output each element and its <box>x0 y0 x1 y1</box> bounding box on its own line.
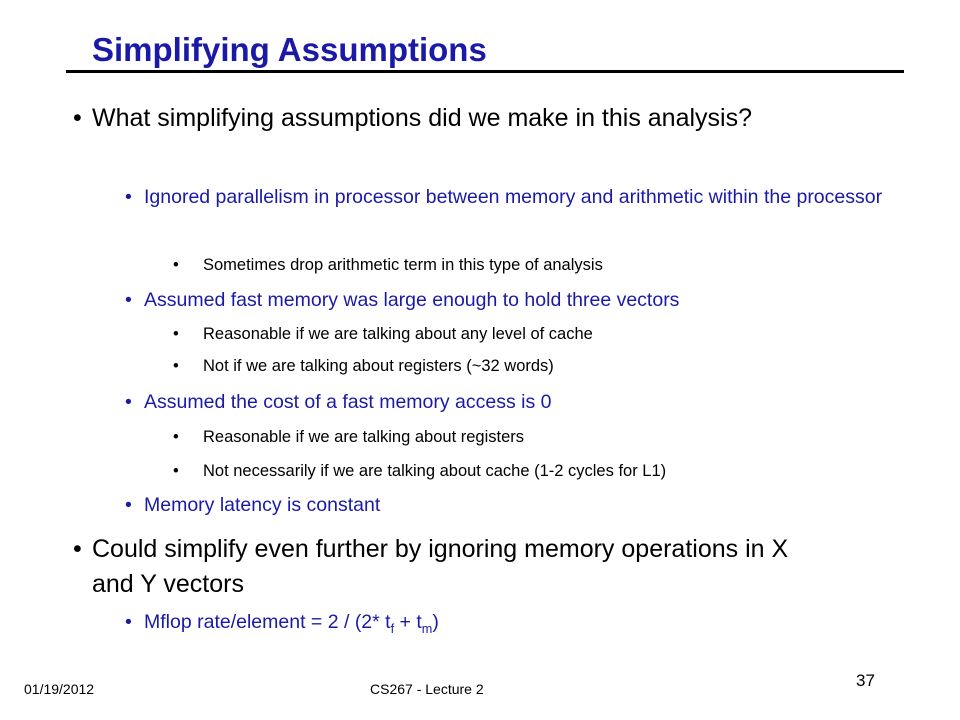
bullet-text: Could simplify even further by ignoring memory operations in X and Y vectors <box>92 535 789 598</box>
bullet-text: Ignored parallelism in processor between memory and arithmetic within the processor <box>144 186 883 208</box>
formula-prefix: Mflop rate/element = 2 / (2* t <box>144 611 391 633</box>
bullet-level1 <box>73 101 833 136</box>
formula-subscript-m: m <box>421 621 433 636</box>
bullet-dot: • <box>125 186 132 208</box>
formula-suffix: ) <box>432 611 439 633</box>
footer-date: 01/19/2012 <box>24 681 95 697</box>
bullet-level2 <box>125 184 885 210</box>
bullet-level3 <box>173 323 893 345</box>
bullet-dot: • <box>125 494 132 516</box>
bullet-level2 <box>125 492 885 518</box>
bullet-level3 <box>173 355 893 377</box>
bullet-level2 <box>125 389 885 415</box>
bullet-dot: • <box>125 289 132 311</box>
bullet-text: Not necessarily if we are talking about cache (1-2 cycles for L1) <box>203 462 667 480</box>
bullet-dot: • <box>125 391 132 413</box>
bullet-text: Memory latency is constant <box>144 494 381 516</box>
formula-subscript-f: f <box>390 621 395 636</box>
bullet-text: Reasonable if we are talking about any level of cache <box>203 325 593 343</box>
bullet-dot: • <box>173 428 179 446</box>
slide-title: Simplifying Assumptions <box>92 31 487 68</box>
bullet-text: Assumed fast memory was large enough to hold three vectors <box>144 289 680 311</box>
bullet-dot: • <box>125 611 132 633</box>
bullet-text: What simplifying assumptions did we make in this analysis? <box>92 104 752 132</box>
footer-course: CS267 - Lecture 2 <box>370 681 484 697</box>
bullet-text: Sometimes drop arithmetic term in this type of analysis <box>203 256 603 274</box>
bullet-dot: • <box>73 535 82 563</box>
bullet-level2-formula <box>125 609 885 642</box>
bullet-level3 <box>173 254 893 276</box>
bullet-dot: • <box>173 256 179 274</box>
bullet-level1 <box>73 532 833 602</box>
bullet-dot: • <box>73 104 82 132</box>
bullet-text: Not if we are talking about registers (~32 words) <box>203 357 554 375</box>
bullet-level3 <box>173 460 893 482</box>
bullet-dot: • <box>173 462 179 480</box>
formula <box>144 609 885 642</box>
slide-number: 37 <box>856 671 875 690</box>
bullet-text: Assumed the cost of a fast memory access is 0 <box>144 391 552 413</box>
bullet-text: Reasonable if we are talking about registers <box>203 428 525 446</box>
bullet-level2 <box>125 287 885 313</box>
bullet-dot: • <box>173 357 179 375</box>
bullet-dot: • <box>173 325 179 343</box>
title-underline <box>66 70 904 73</box>
bullet-level3 <box>173 426 893 448</box>
formula-middle: + t <box>394 611 422 633</box>
